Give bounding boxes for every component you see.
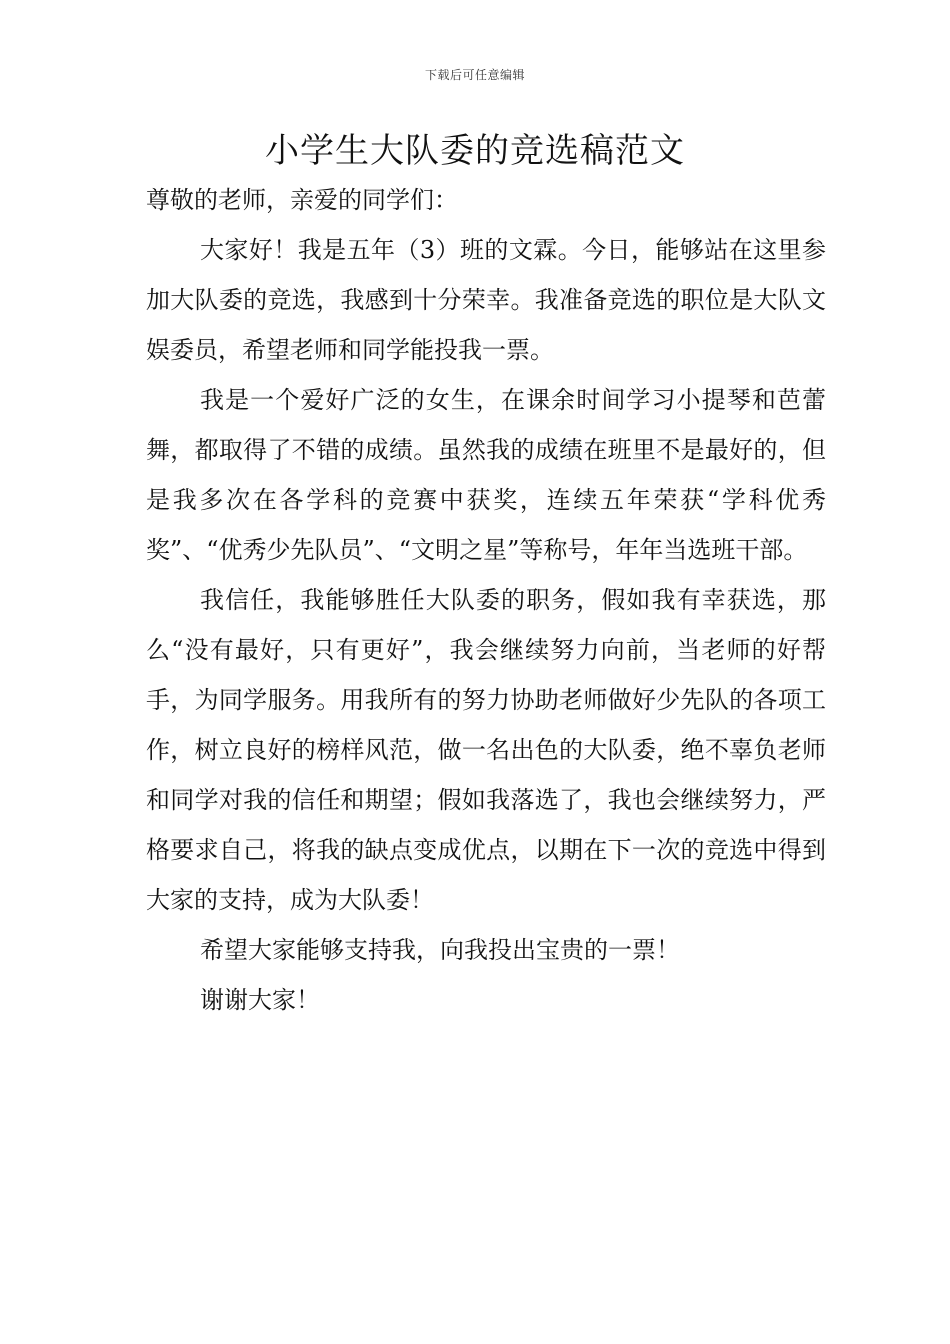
- paragraph-commitment: 我信任，我能够胜任大队委的职务，假如我有幸获选，那么“没有最好，只有更好”，我会继续努力向前，当老师的好帮手，为同学服务。用我所有的努力协助老师做好少先队的各项工作，树立良好的榜样风范，做一名出色的大队委，绝不辜负老师和同学对我的信任和期望；假如我落选了，我也会继续努力，严格要求自己，将我的缺点变成优点，以期在下一次的竞选中得到大家的支持，成为大队委！: [146, 586, 826, 914]
- paragraph-thanks: 谢谢大家！: [200, 986, 320, 1014]
- paragraph-hobbies: 我是一个爱好广泛的女生，在课余时间学习小提琴和芭蕾舞，都取得了不错的成绩。虽然我的成绩在班里不是最好的，但是我多次在各学科的竞赛中获奖，连续五年荣获“学科优秀奖”、“优秀少先队员”、“文明之星”等称号，年年当选班干部。: [146, 386, 826, 564]
- document-title: 小学生大队委的竞选稿范文: [265, 131, 685, 171]
- header-note: 下载后可任意编辑: [424, 68, 525, 82]
- paragraph-intro: 大家好！我是五年（3）班的文霖。今日，能够站在这里参加大队委的竞选，我感到十分荣幸。我准备竞选的职位是大队文娱委员，希望老师和同学能投我一票。: [146, 236, 826, 364]
- salutation: 尊敬的老师，亲爱的同学们：: [146, 186, 458, 214]
- paragraph-appeal: 希望大家能够支持我，向我投出宝贵的一票！: [200, 936, 680, 964]
- document-body: [146, 175, 826, 1025]
